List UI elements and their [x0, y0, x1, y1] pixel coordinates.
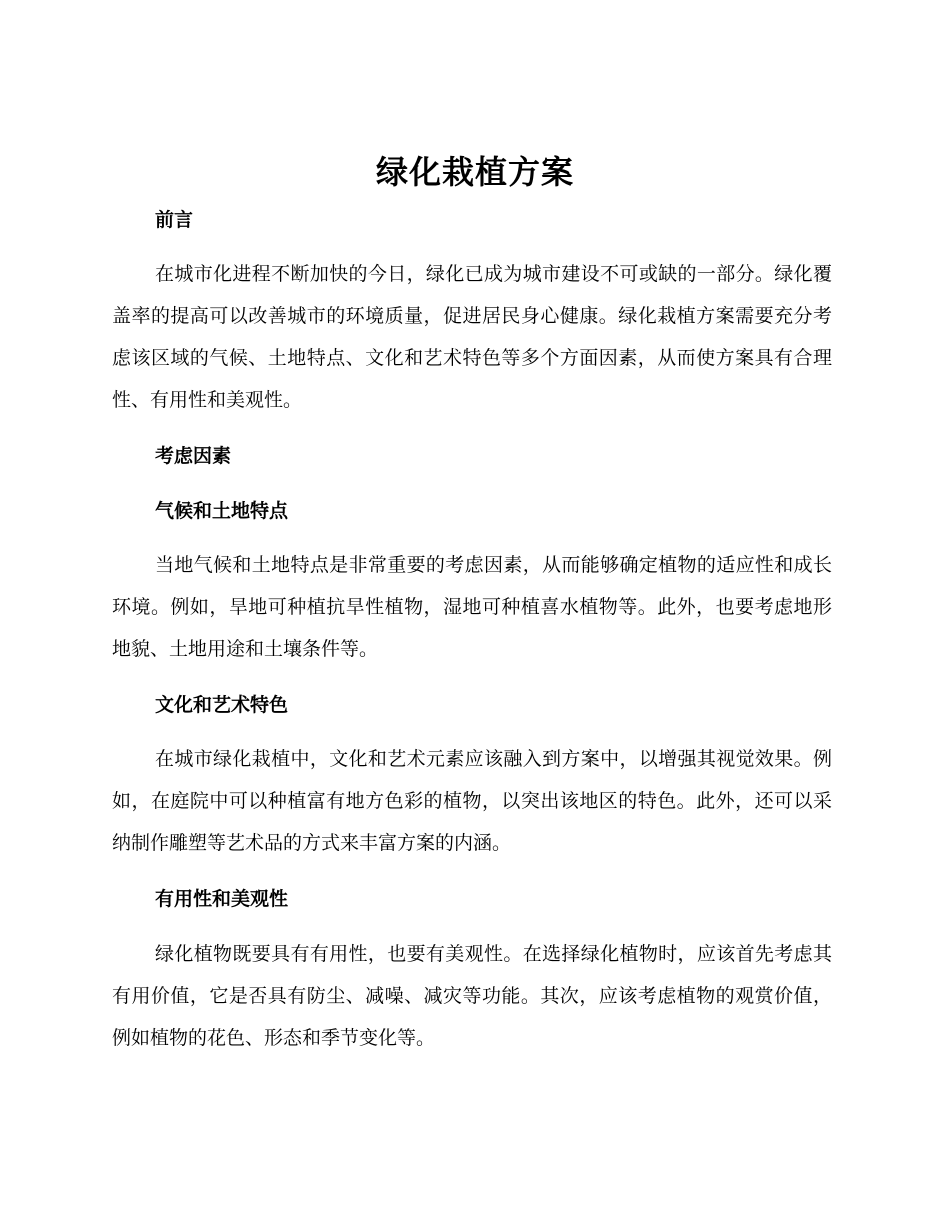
section-heading-culture-art: 文化和艺术特色 [155, 694, 289, 716]
section-paragraph-utility-beauty: 绿化植物既要具有有用性，也要有美观性。在选择绿化植物时，应该首先考虑其有用价值，它是否具有防尘、减噪、减灾等功能。其次，应该考虑植物的观赏价值，例如植物的花色、形态和季节变化等。 [112, 943, 832, 1049]
section-heading-climate-land: 气候和土地特点 [155, 500, 289, 522]
section-paragraph-climate-land: 当地气候和土地特点是非常重要的考虑因素，从而能够确定植物的适应性和成长环境。例如，旱地可种植抗旱性植物，湿地可种植喜水植物等。此外，也要考虑地形地貌、土地用途和土壤条件等。 [112, 554, 832, 660]
document-title: 绿化栽植方案 [375, 153, 574, 191]
section-heading-considerations: 考虑因素 [155, 445, 232, 467]
section-heading-utility-beauty: 有用性和美观性 [155, 888, 289, 910]
section-paragraph-culture-art: 在城市绿化栽植中，文化和艺术元素应该融入到方案中，以增强其视觉效果。例如，在庭院中可以种植富有地方色彩的植物，以突出该地区的特色。此外，还可以采纳制作雕塑等艺术品的方式来丰富方案的内涵。 [112, 748, 832, 854]
section-paragraph-preface: 在城市化进程不断加快的今日，绿化已成为城市建设不可或缺的一部分。绿化覆盖率的提高可以改善城市的环境质量，促进居民身心健康。绿化栽植方案需要充分考虑该区域的气候、土地特点、文化和艺术特色等多个方面因素，从而使方案具有合理性、有用性和美观性。 [112, 263, 832, 411]
section-heading-preface: 前言 [155, 209, 194, 231]
